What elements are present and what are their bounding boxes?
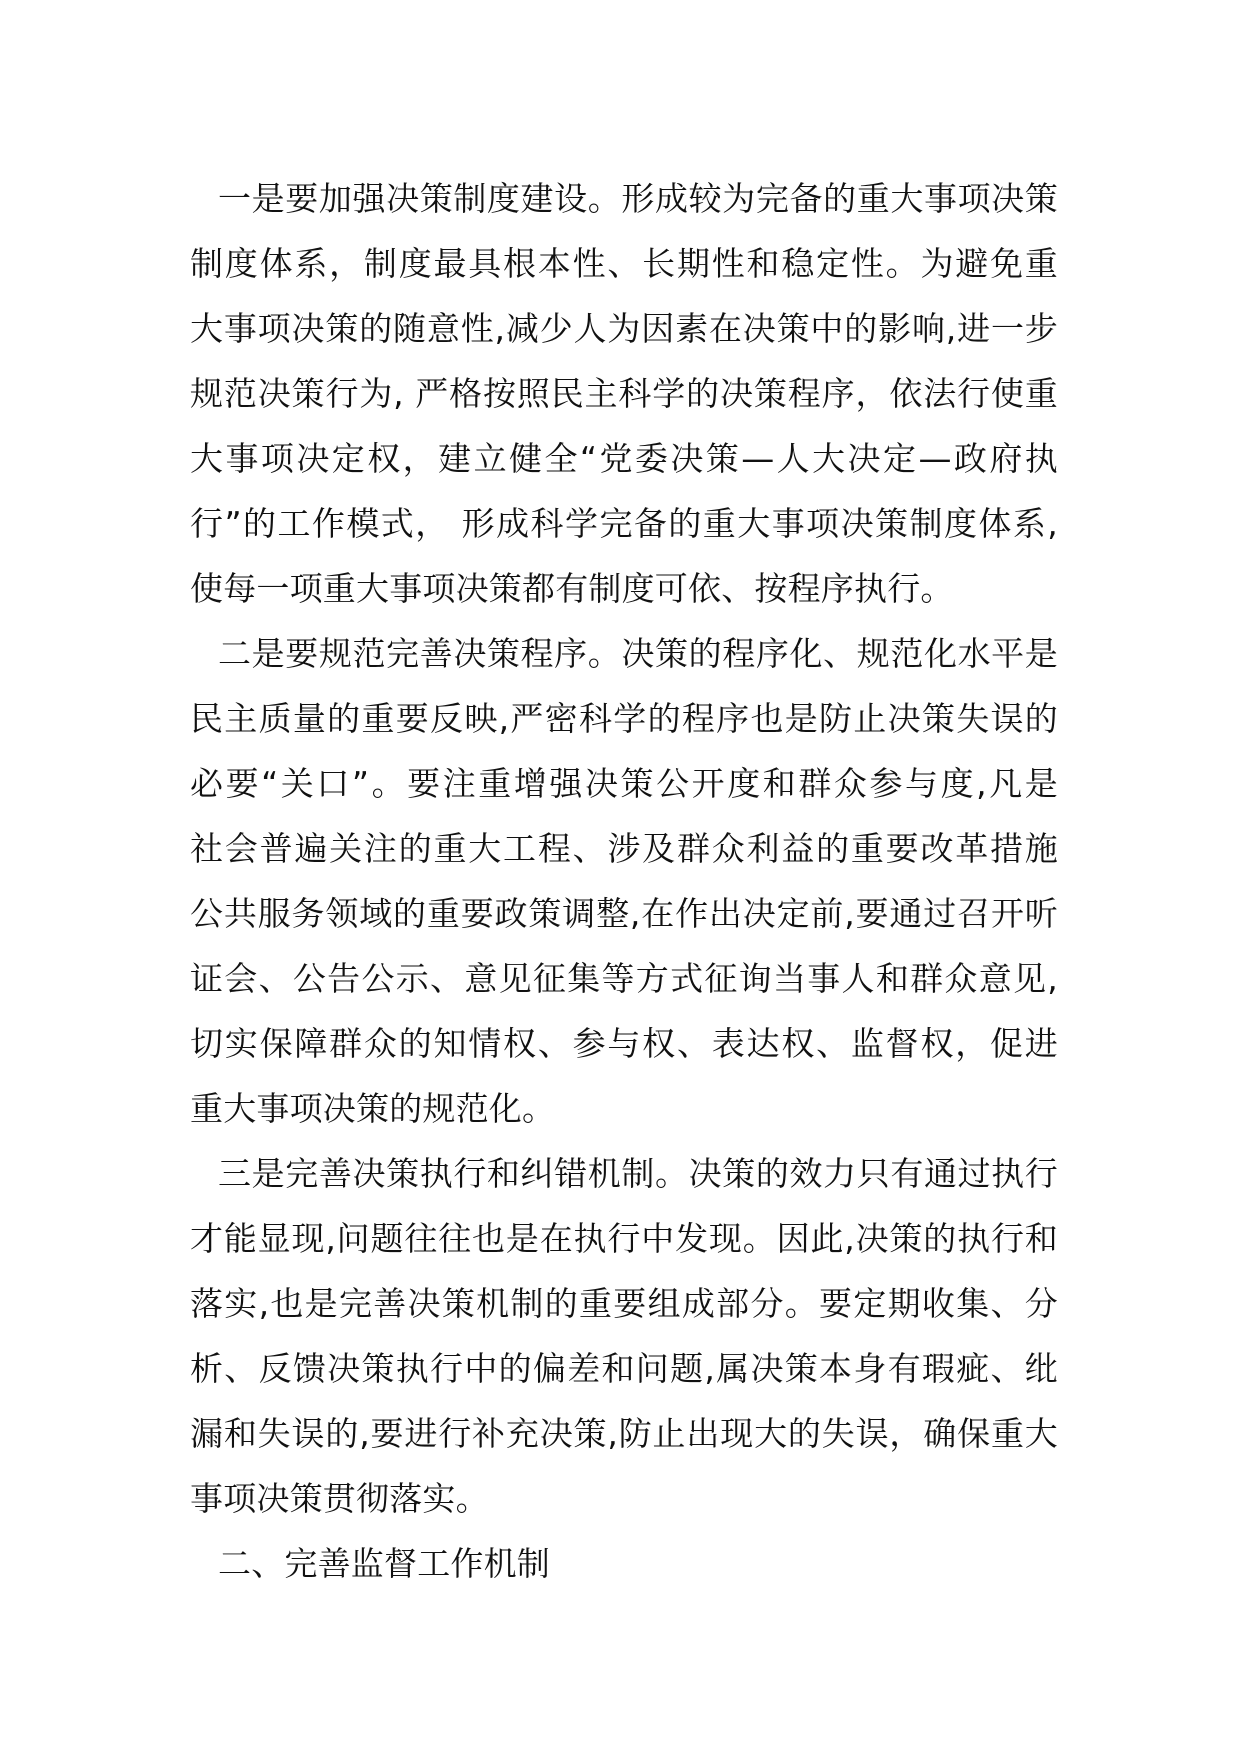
- text-line: 大事项决定权，建立健全“党委决策—人大决定—政府执: [190, 439, 1058, 478]
- section-heading-supervision: [190, 1531, 1058, 1596]
- text-line: 析、反馈决策执行中的偏差和问题,属决策本身有瑕疵、纰: [190, 1349, 1058, 1388]
- section-heading: 二、完善监督工作机制: [218, 1544, 550, 1583]
- text-line: 才能显现,问题往往也是在执行中发现。因此,决策的执行和: [190, 1219, 1058, 1258]
- paragraph-decision-procedure: [190, 621, 1058, 1141]
- text-line: 使每一项重大事项决策都有制度可依、按程序执行。: [190, 569, 954, 608]
- text-line: 大事项决策的随意性,减少人为因素在决策中的影响,进一步: [190, 309, 1058, 348]
- text-line: 重大事项决策的规范化。: [190, 1089, 556, 1128]
- text-line: 落实,也是完善决策机制的重要组成部分。要定期收集、分: [190, 1284, 1058, 1323]
- text-line: 公共服务领域的重要政策调整,在作出决定前,要通过召开听: [190, 894, 1058, 933]
- text-line: 制度体系，制度最具根本性、长期性和稳定性。为避免重: [190, 244, 1058, 283]
- paragraph-execution-correction: [190, 1141, 1058, 1531]
- text-line: 证会、公告公示、意见征集等方式征询当事人和群众意见,: [190, 959, 1058, 998]
- text-line: 民主质量的重要反映,严密科学的程序也是防止决策失误的: [190, 699, 1058, 738]
- text-line: 必要“关口”。要注重增强决策公开度和群众参与度,凡是: [190, 764, 1058, 803]
- text-line: 三是完善决策执行和纠错机制。决策的效力只有通过执行: [218, 1154, 1058, 1193]
- text-line: 社会普遍关注的重大工程、涉及群众利益的重要改革措施: [190, 829, 1058, 868]
- document-body: [190, 166, 1058, 1596]
- text-line: 规范决策行为, 严格按照民主科学的决策程序，依法行使重: [190, 374, 1058, 413]
- text-line: 一是要加强决策制度建设。形成较为完备的重大事项决策: [218, 179, 1058, 218]
- text-line: 二是要规范完善决策程序。决策的程序化、规范化水平是: [218, 634, 1058, 673]
- text-line: 行”的工作模式， 形成科学完备的重大事项决策制度体系,: [190, 504, 1058, 543]
- text-line: 切实保障群众的知情权、参与权、表达权、监督权，促进: [190, 1024, 1058, 1063]
- text-line: 事项决策贯彻落实。: [190, 1479, 489, 1518]
- paragraph-decision-system: [190, 166, 1058, 621]
- text-line: 漏和失误的,要进行补充决策,防止出现大的失误，确保重大: [190, 1414, 1058, 1453]
